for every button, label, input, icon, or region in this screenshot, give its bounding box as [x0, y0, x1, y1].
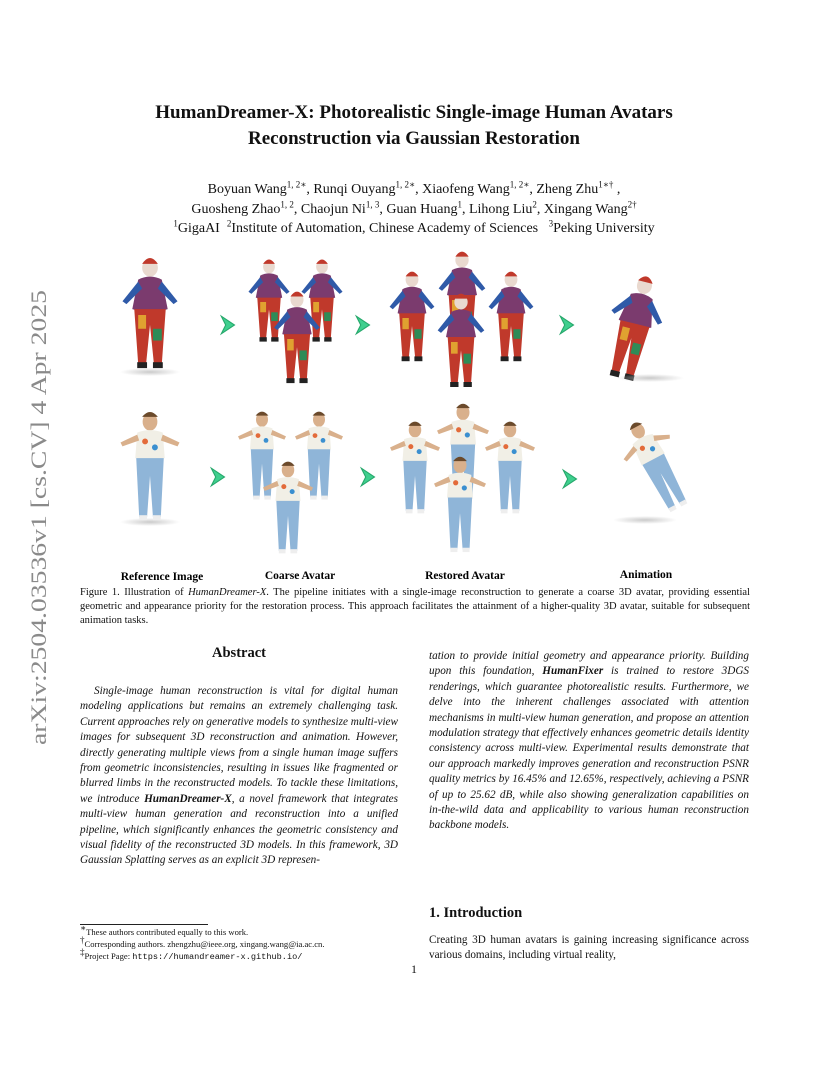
clown-restored-view-4	[438, 294, 485, 387]
clown-restored-view-3	[489, 272, 534, 362]
footnote-project-page: ‡Project Page: https://humandreamer-x.github.io/	[80, 947, 303, 963]
paper-title	[0, 100, 828, 152]
abstract-body: Single-image human reconstruction is vital for digital human modeling applications but remains an extremely challenging task. Current approaches rely on generative models to synthesize multi-view images for subsequent 3D reconstruction and animation. However, directly generating multiple views from a single human image suffers from geometric inconsistencies, resulting in issues like fragmented or blurred limbs in the reconstructed models. To tackle these limitations, we introduce HumanDreamer-X, a novel framework that integrates multi-view human generation and reconstruction into a unified pipeline, which significantly enhances the geometric consistency and visual fidelity of the reconstructed 3D models. In this framework, 3D Gaussian Splatting serves as an explicit 3D represen-	[80, 685, 398, 867]
label-coarse-avatar: Coarse Avatar	[264, 570, 336, 582]
clown-animation-pose	[596, 270, 672, 384]
footnotes	[80, 923, 410, 964]
title-line-1: HumanDreamer-X: Photorealistic Single-image Human Avatars	[155, 102, 673, 123]
arrow-icon	[560, 316, 573, 334]
clown-restored-view-1	[390, 272, 435, 362]
kid-restored-view-1	[390, 422, 440, 514]
figure-caption: Figure 1. Illustration of HumanDreamer-X. The pipeline initiates with a single-image reconstruction to generate a coarse 3D avatar, providing essential geometric and appearance priority for the restoration process. This approach facilitates the attainment of a higher-quality 3D avatar, suitable for subsequent animation tasks.	[80, 587, 750, 626]
affiliations: $^1$GigaAI $^2$Institute of Automation, Chinese Academy of Sciences $^3$Peking University	[173, 218, 655, 236]
project-page-link[interactable]: https://humandreamer-x.github.io/	[132, 952, 303, 963]
row-clown	[120, 252, 684, 387]
label-restored-avatar: Restored Avatar	[425, 570, 505, 582]
kid-restored-view-4	[434, 457, 486, 552]
kid-reference-image	[121, 412, 180, 520]
footnote-equal-contribution: ∗These authors contributed equally to this work.	[80, 923, 249, 937]
author-line-1: Boyuan Wang$^{1, 2∗}$, Runqi Ouyang$^{1, 2∗}$, Xiaofeng Wang$^{1, 2∗}$, Zheng Zhu$^{1∗\dagger}$ ,	[207, 179, 621, 197]
arrow-icon	[361, 468, 374, 486]
arrow-icon	[211, 468, 224, 486]
arxiv-stamp	[16, 290, 56, 750]
arxiv-stamp-text: arXiv:2504.03536v1 [cs.CV] 4 Apr 2025	[26, 383, 51, 745]
label-animation: Animation	[619, 569, 673, 581]
author-line-2: Guosheng Zhao$^{1, 2}$, Chaojun Ni$^{1, 3}$, Guan Huang$^1$, Lihong Liu$^2$, Xingang Wang$^{2\dagger}$	[191, 198, 637, 217]
footnote-corresponding: †Corresponding authors. zhengzhu@ieee.org, xingang.wang@ia.ac.cn.	[80, 935, 325, 950]
label-reference-image: Reference Image	[120, 571, 204, 583]
introduction-heading: 1. Introduction	[429, 905, 523, 921]
author-block	[0, 180, 828, 239]
arrow-icon	[221, 316, 234, 334]
footnote-rule	[80, 924, 208, 925]
figure-1	[100, 250, 760, 585]
abstract-heading: Abstract	[212, 645, 266, 661]
kid-restored-view-3	[485, 422, 535, 514]
arrow-icon	[356, 316, 369, 334]
title-line-2: Reconstruction via Gaussian Restoration	[248, 128, 580, 149]
page-number: 1	[411, 962, 417, 976]
clown-reference-image	[122, 258, 177, 368]
abstract-continued: tation to provide initial geometry and appearance priority. Building upon this foundation, HumanFixer is trained to restore 3DGS renderings, which guarantee photorealistic results. Furthermore, we delve into the inherent challenges associated with attention mechanisms in multi-view human generation, and propose an attention modulation strategy that effectively enhances geometric details identity consistency across multi-view. Experimental results demonstrate that our approach markedly improves generation and reconstruction PSNR quality metrics by 16.45% and 12.65%, respectively, achieving a PSNR of up to 25.62 dB, while also showing generalization capabilities on in-the-wild data and applicability to various human reconstruction backbone models.	[429, 650, 749, 832]
introduction-text: Creating 3D human avatars is gaining increasing significance across various domains, including virtual reality,	[429, 934, 749, 962]
arrow-icon	[563, 470, 576, 488]
kid-animation-pose	[611, 411, 702, 520]
row-kid	[120, 404, 702, 554]
